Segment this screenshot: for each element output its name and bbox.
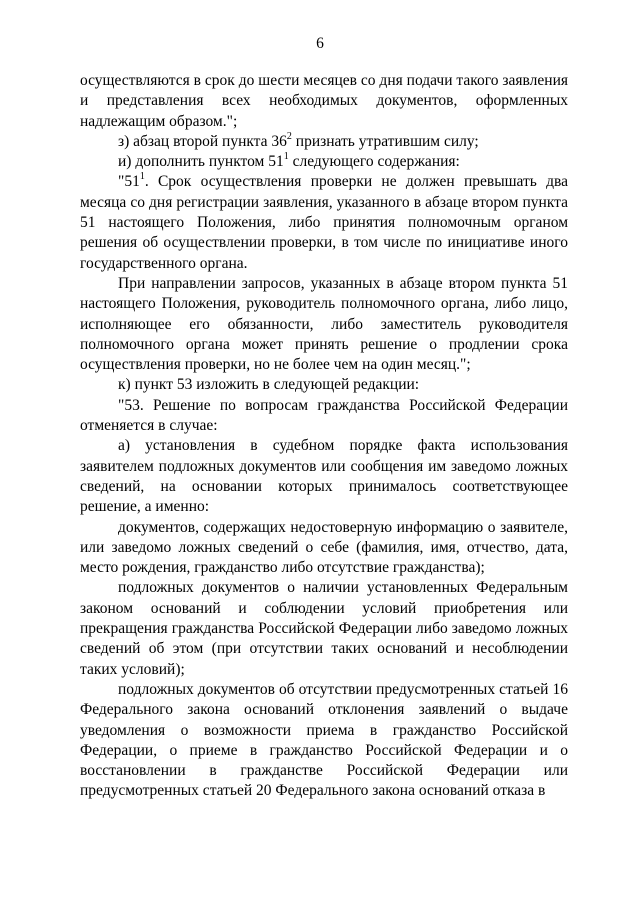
paragraph-text: а) установления в судебном порядке факта использования заявителем подложных документов или сообщения им заведомо ложных сведений, на основании которых принималось соответствующее решение, а именно: (80, 437, 568, 516)
superscript: 1 (139, 171, 145, 183)
paragraph (80, 680, 568, 802)
paragraph-text: з) абзац второй пункта 36 (118, 132, 287, 150)
paragraph (80, 518, 568, 579)
paragraph-text: подложных документов о наличии установленных Федеральным законом оснований и соблюдении условий приобретения или прекращения гражданства Российской Федерации либо заведомо ложных сведений об этом (при отсутствии таких оснований и несоблюдении таких условий); (80, 579, 568, 678)
paragraph (80, 71, 568, 132)
paragraph-text: и) дополнить пунктом 51 (118, 153, 284, 171)
superscript: 1 (283, 151, 289, 163)
paragraph-text: При направлении запросов, указанных в абзаце втором пункта 51 настоящего Положения, руководитель полномочного органа, либо лицо, исполняющее его обязанности, либо заместитель руководителя полномочного органа может принять решение о продлении срока осуществления проверки, но не более чем на один месяц."; (80, 274, 568, 374)
paragraph-text: документов, содержащих недостоверную информацию о заявителе, или заведомо ложных сведений о себе (фамилия, имя, отчество, дата, место рождения, гражданство либо отсутствие гражданства); (80, 518, 568, 577)
page-number: 6 (316, 35, 324, 52)
paragraph-text: к) пункт 53 изложить в следующей редакции: (118, 376, 420, 394)
paragraph-text: признать утратившим силу; (291, 132, 479, 150)
paragraph-text: "51 (118, 173, 140, 191)
paragraph (80, 375, 568, 395)
paragraph-text: подложных документов об отсутствии предусмотренных статьей 16 Федерального закона оснований отклонения заявлений о выдаче уведомления о возможности приема в гражданство Российской Федерации, о приеме в гражданство Российской Федерации и о восстановлении в гражданстве Российской Федерации или предусмотренных статьей 20 Федерального закона оснований отказа в (80, 680, 568, 800)
paragraph (80, 274, 568, 375)
document-body (80, 71, 568, 802)
superscript: 2 (286, 130, 292, 142)
paragraph-text: "53. Решение по вопросам гражданства Российской Федерации отменяется в случае: (80, 396, 568, 435)
paragraph (80, 436, 568, 517)
paragraph (80, 172, 568, 273)
paragraph-text: осуществляются в срок до шести месяцев со дня подачи такого заявления и представления всех необходимых документов, оформленных надлежащим образом."; (80, 72, 568, 130)
paragraph (80, 396, 568, 437)
paragraph-text: следующего содержания: (288, 153, 460, 171)
paragraph-text: . Срок осуществления проверки не должен превышать два месяца со дня регистрации заявления, указанного в абзаце втором пункта 51 настоящего Положения, либо принятия полномочным органом решения об осуществлении проверки, в том числе по инициативе иного государственного органа. (80, 173, 568, 272)
paragraph (80, 578, 568, 679)
paragraph (80, 132, 568, 152)
paragraph (80, 152, 568, 172)
